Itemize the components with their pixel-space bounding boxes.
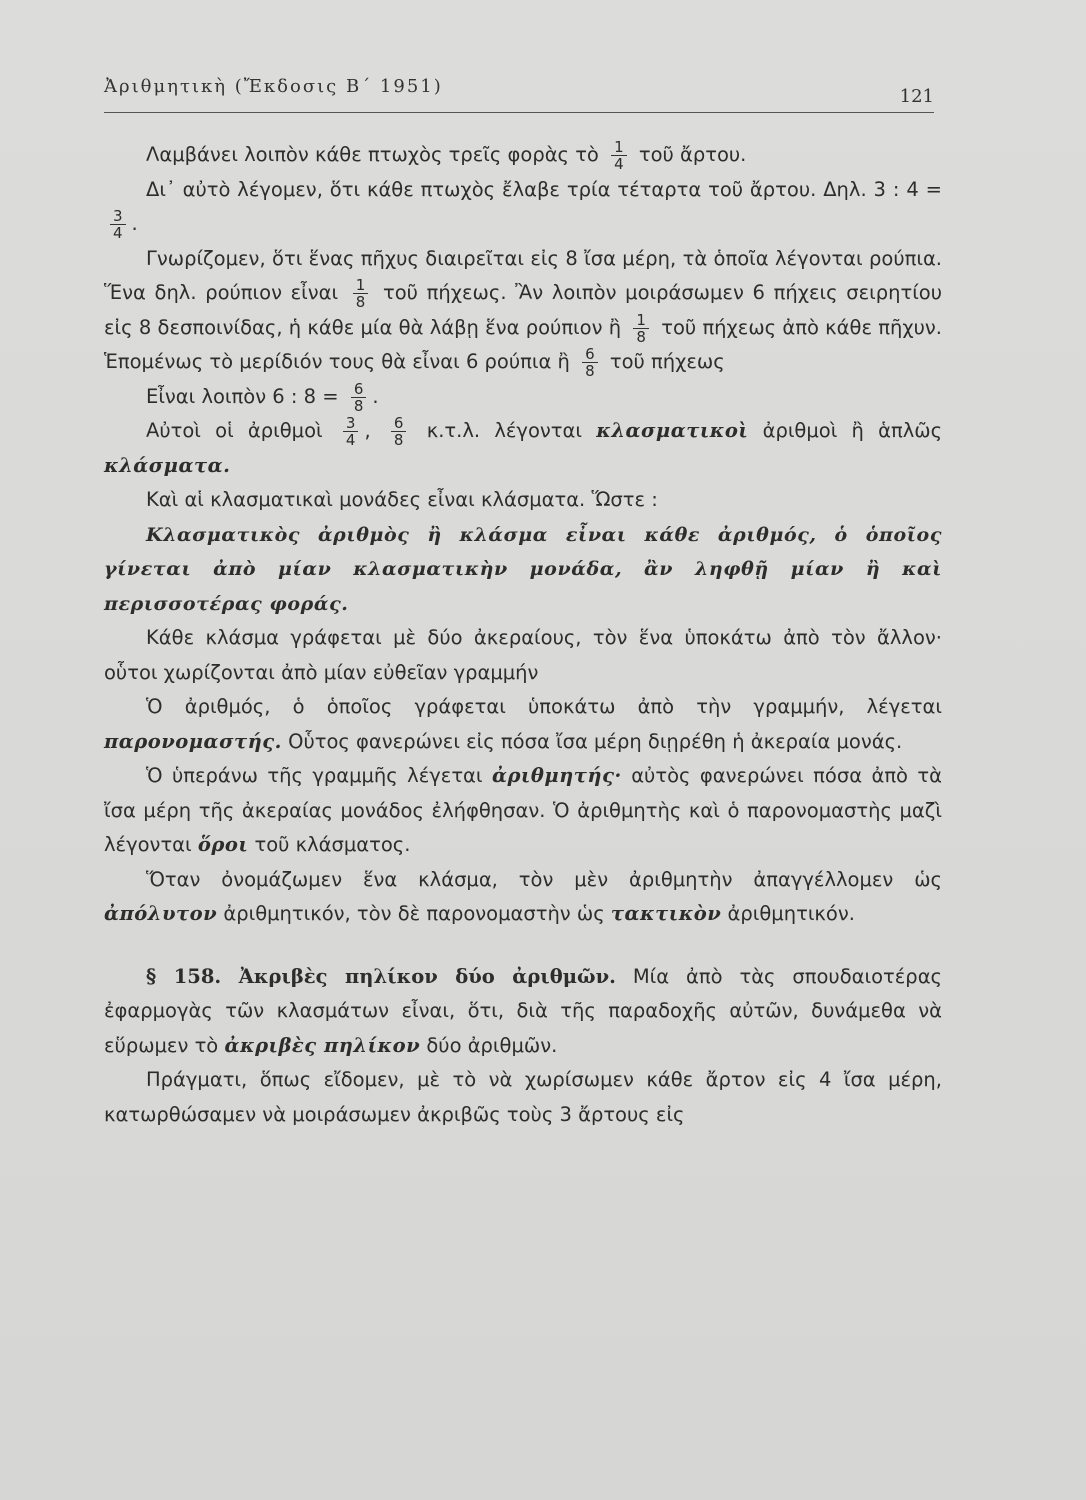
- fraction-denominator: 8: [353, 396, 364, 415]
- fraction-numerator: 6: [582, 346, 598, 363]
- fraction: [343, 415, 359, 448]
- section-158: [104, 960, 942, 1064]
- text: .: [372, 384, 379, 408]
- text: τοῦ κλάσματος.: [254, 833, 411, 856]
- definition: Κλασματικὸς ἀριθμὸς ἢ κλάσμα εἶναι κάθε ἀριθμός, ὁ ὁποῖος γίνεται ἀπὸ μίαν κλασματικὴν μονάδα, ἂν ληφθῇ μίαν ἢ καὶ περισσοτέρας φοράς.: [104, 523, 942, 615]
- text: Οὗτος φανερώνει εἰς πόσα ἴσα μέρη διῃρέθη ἡ ἀκεραία μονάς.: [288, 729, 903, 753]
- text: Γνωρίζομεν, ὅτι ἕνας πῆχυς διαιρεῖται εἰς 8 ἴσα μέρη, τὰ ὁποῖα λέγονται ρούπια. Ἕνα δηλ. ρούπιον εἶναι: [104, 246, 942, 304]
- paragraph-10: [104, 863, 942, 932]
- term-taktikon: τακτικὸν: [610, 902, 722, 925]
- fraction: [353, 277, 369, 310]
- text: αὐτὸς φανερώνει πόσα ἀπὸ τὰ ἴσα μέρη τῆς ἀκεραίας μονάδος ἐλήφθησαν. Ὁ ἀριθμητὴς καὶ ὁ παρονομαστὴς μαζὶ λέγονται: [104, 764, 942, 856]
- paragraph-4: [104, 380, 942, 415]
- paragraph-8: [104, 690, 942, 759]
- running-header: [104, 72, 934, 113]
- term-akrives-pilikon: ἀκριβὲς πηλίκον: [224, 1033, 421, 1057]
- paragraph-6: Καὶ αἱ κλασματικαὶ μονάδες εἶναι κλάσματα. Ὥστε :: [146, 488, 658, 511]
- fraction-numerator: 1: [611, 139, 627, 156]
- header-title: Ἀριθμητικὴ (Ἔκδοσις Β΄ 1951): [104, 76, 443, 97]
- text: ἀριθμητικόν.: [727, 902, 855, 925]
- text: ἀριθμοὶ ἢ ἁπλῶς: [762, 419, 943, 442]
- text: Ὁ ὑπεράνω τῆς γραμμῆς λέγεται: [146, 764, 483, 787]
- fraction: [633, 312, 649, 345]
- paragraph-11: Πράγματι, ὅπως εἴδομεν, μὲ τὸ νὰ χωρίσωμεν κάθε ἄρτον εἰς 4 ἴσα μέρη, κατωρθώσαμεν νὰ μοιράσωμεν ἀκριβῶς τοὺς 3 ἄρτους εἰς: [104, 1068, 942, 1126]
- term-klasmatikoi: κλασματικοὶ: [596, 419, 749, 442]
- text: Αὐτοὶ οἱ ἀριθμοὶ: [146, 419, 323, 442]
- paragraph-3: [104, 242, 942, 380]
- fraction-denominator: 8: [355, 293, 366, 311]
- paragraph-9: [104, 759, 942, 863]
- fraction-denominator: 4: [113, 224, 123, 242]
- term-paronomastis: παρονομαστής.: [104, 729, 282, 753]
- paragraph-5: [104, 414, 942, 483]
- text: Ὅταν ὀνομάζωμεν ἕνα κλάσμα, τὸν μὲν ἀριθμητὴν ἀπαγγέλλομεν ὡς: [146, 867, 942, 891]
- fraction-denominator: 8: [585, 362, 595, 380]
- text: τοῦ πήχεως: [609, 350, 725, 373]
- paragraph-2: [104, 173, 942, 242]
- term-klasmata: κλάσματα.: [104, 453, 231, 477]
- text: ,: [364, 419, 371, 442]
- fraction-denominator: 8: [636, 327, 646, 346]
- text: τοῦ πήχεως. Ἂν λοιπὸν μοιράσωμεν 6 πήχεις σειρητίου εἰς 8 δεσποινίδας, ἡ κάθε μία θὰ λάβῃ ἕνα ρούπιον ἢ: [104, 281, 943, 339]
- page-number: 121: [899, 86, 934, 107]
- term-apolyton: ἀπόλυτον: [104, 902, 218, 925]
- text: Λαμβάνει λοιπὸν κάθε πτωχὸς τρεῖς φορὰς τὸ: [146, 143, 599, 166]
- spacer: [104, 932, 942, 960]
- fraction: [351, 381, 367, 414]
- fraction-numerator: 6: [351, 381, 367, 398]
- text: δύο ἀριθμῶν.: [426, 1033, 558, 1057]
- fraction-numerator: 3: [110, 208, 126, 225]
- fraction: [611, 139, 627, 172]
- fraction-numerator: 1: [353, 277, 369, 294]
- paragraph-1: [104, 138, 942, 173]
- text: Δι᾽ αὐτὸ λέγομεν, ὅτι κάθε πτωχὸς ἔλαβε τρία τέταρτα τοῦ ἄρτου. Δηλ. 3 : 4 =: [146, 177, 942, 201]
- text: .: [131, 212, 138, 235]
- fraction-numerator: 1: [633, 312, 649, 329]
- term-oroi: ὅροι: [197, 833, 249, 856]
- text: Εἶναι λοιπὸν 6 : 8 =: [146, 384, 339, 408]
- fraction-numerator: 3: [343, 415, 359, 432]
- fraction: [391, 415, 407, 448]
- text: κ.τ.λ. λέγονται: [426, 419, 582, 442]
- text: Μία ἀπὸ τὰς σπουδαιοτέρας ἐφαρμογὰς τῶν κλασμάτων εἶναι, ὅτι, διὰ τῆς παραδοχῆς αὐτῶν, δυνάμεθα νὰ εὕρωμεν τὸ: [104, 964, 942, 1057]
- fraction: [110, 208, 126, 241]
- paragraph-7: Κάθε κλάσμα γράφεται μὲ δύο ἀκεραίους, τὸν ἕνα ὑποκάτω ἀπὸ τὸν ἄλλον· οὗτοι χωρίζονται ἀπὸ μίαν εὐθεῖαν γραμμήν: [104, 626, 942, 684]
- fraction-denominator: 8: [393, 431, 404, 449]
- text: τοῦ πήχεως ἀπὸ κάθε πῆχυν. Ἑπομένως τὸ μερίδιόν τους θὰ εἶναι 6 ρούπια ἢ: [104, 315, 942, 373]
- fraction: [582, 346, 598, 379]
- text: τοῦ ἄρτου.: [638, 143, 747, 166]
- fraction-denominator: 4: [345, 431, 356, 449]
- fraction-numerator: 6: [391, 415, 407, 432]
- text: Ὁ ἀριθμός, ὁ ὁποῖος γράφεται ὑποκάτω ἀπὸ τὴν γραμμήν, λέγεται: [146, 695, 942, 718]
- fraction-denominator: 4: [614, 155, 624, 173]
- section-heading: § 158. Ἀκριβὲς πηλίκον δύο ἀριθμῶν.: [146, 964, 616, 988]
- term-arithmitis: ἀριθμητής·: [491, 764, 622, 787]
- page-body: [104, 138, 942, 1132]
- text: ἀριθμητικόν, τὸν δὲ παρονομαστὴν ὡς: [223, 902, 605, 925]
